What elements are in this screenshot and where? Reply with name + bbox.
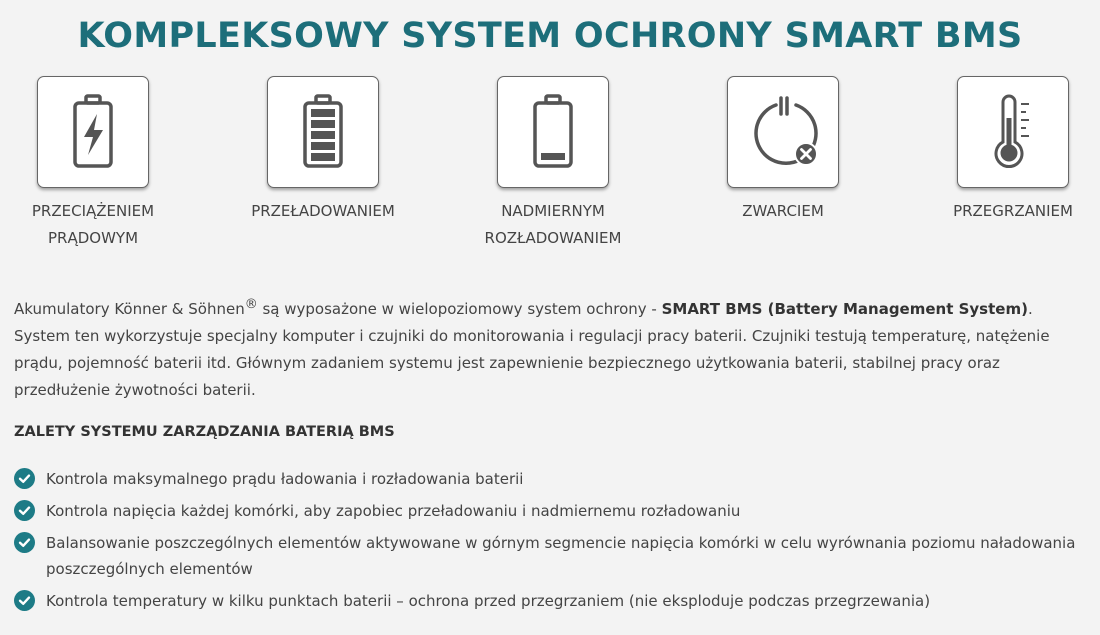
feature-short-circuit bbox=[683, 76, 883, 225]
list-item: Kontrola maksymalnego prądu ładowania i rozładowania baterii bbox=[14, 466, 1086, 492]
intro-paragraph: Akumulatory Könner & Söhnen® są wyposażone w wielopoziomowy system ochrony - SMART BMS (Battery Management System). System ten wykorzystuje specjalny komputer i czujniki do monitorowania i regulacji pracy baterii. Czujniki testują temperaturę, natężenie prądu, pojemność baterii itd. Głównym zadaniem systemu jest zapewnienie bezpiecznego użytkowania baterii, stabilnej pracy oraz przedłużenie żywotności baterii. bbox=[14, 297, 1050, 399]
battery-lightning-icon bbox=[53, 92, 133, 172]
feature-icon-box bbox=[37, 76, 149, 188]
check-circle-icon bbox=[14, 590, 35, 611]
feature-overdischarge bbox=[453, 76, 653, 252]
feature-icon-box bbox=[267, 76, 379, 188]
feature-icon-box bbox=[957, 76, 1069, 188]
list-item: Kontrola temperatury w kilku punktach baterii – ochrona przed przegrzaniem (nie eksploduje podczas przegrzewania) bbox=[14, 588, 1086, 614]
list-item: Balansowanie poszczególnych elementów aktywowane w górnym segmencie napięcia komórki w celu wyrównania poziomu naładowania poszczególnych elementów bbox=[14, 530, 1086, 582]
feature-label: PRZEGRZANIEM bbox=[953, 202, 1073, 220]
feature-icon-box bbox=[727, 76, 839, 188]
check-circle-icon bbox=[14, 532, 35, 553]
registered-mark: ® bbox=[244, 297, 258, 312]
battery-low-icon bbox=[513, 92, 593, 172]
thermometer-icon bbox=[973, 92, 1053, 172]
check-circle-icon bbox=[14, 500, 35, 521]
bms-name: SMART BMS (Battery Management System) bbox=[661, 300, 1028, 318]
feature-icon-box bbox=[497, 76, 609, 188]
feature-overcurrent bbox=[0, 76, 193, 252]
feature-label: PRZEŁADOWANIEM bbox=[251, 202, 395, 220]
short-circuit-icon bbox=[743, 92, 823, 172]
feature-overheating bbox=[913, 76, 1100, 225]
check-circle-icon bbox=[14, 468, 35, 489]
feature-label: NADMIERNYM ROZŁADOWANIEM bbox=[484, 202, 622, 247]
list-item: Kontrola napięcia każdej komórki, aby zapobiec przeładowaniu i nadmiernemu rozładowaniu bbox=[14, 498, 1086, 524]
feature-label: PRZECIĄŻENIEM PRĄDOWYM bbox=[31, 202, 155, 247]
benefits-list bbox=[14, 466, 1086, 620]
battery-full-icon bbox=[283, 92, 363, 172]
feature-label: ZWARCIEM bbox=[742, 202, 824, 220]
feature-overcharge bbox=[223, 76, 423, 225]
benefits-heading: ZALETY SYSTEMU ZARZĄDZANIA BATERIĄ BMS bbox=[14, 424, 395, 440]
page-title: KOMPLEKSOWY SYSTEM OCHRONY SMART BMS bbox=[77, 16, 1023, 56]
